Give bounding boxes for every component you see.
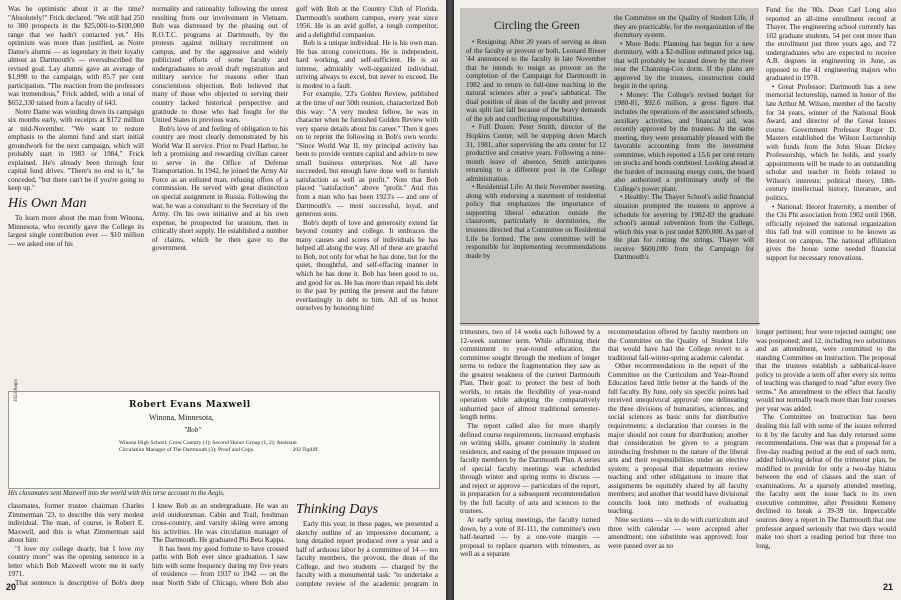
yearbook-hometown: Winona, Minnesota, xyxy=(149,413,214,422)
paragraph: "I love my college dearly, but I love my country more" was the opening sentence in a letter which Bob Maxwell wrote me in early 1971. xyxy=(8,544,144,579)
paragraph: Other recommendations in the report of the Committee on the Curriculum and Year-Round Education fared little better at the hands of the full faculty. By June, only six specific points had received unequivocal approval: one delineating the three divisions of humanities, sciences, and social sciences as basic units for distributive requirements; a declaration that courses in the major should not count for distribution; another that consideration be given to a program introducing freshmen to the nature of the liberal arts and their responsibilities under an elective system; a proposal that departments review teaching and other obligations to insure that assignments be equitably shared by all faculty members; and another that would have divisional councils look into methods of evaluating teaching. xyxy=(608,362,748,516)
paragraph: I knew Bob as an undergraduate. He was an avid outdoorsman. Cabin and Trail, freshman cross-country, and varsity skiing were among his activities. He was circulation manager of The Dartmouth. He graduated Phi Beta Kappa. xyxy=(152,502,288,545)
yearbook-nickname: "Bob" xyxy=(184,426,202,434)
left-column-2-bottom xyxy=(152,502,288,587)
sidebar-item: • Healthy: The Thayer School's solid financial situation prompted the trustees to approve a schedule for severing by 1982-83 the graduate school's annual subvention from the College, which this year is just under $200,000. As part of the plan for cutting the strings, Thayer will receive $600,000 from the Campaign for Dartmouth's xyxy=(614,193,754,261)
sidebar-item: • More Beds: Planning has begun for a new dormitory, with a $2-million estimated price tag, that will probably be located down by the river near the Channing-Cox dorm. If the plans are approved by the trustees, construction could begin in the spring. xyxy=(614,40,754,91)
paragraph: normality and rationality following the unrest resulting from our involvement in Vietnam. Bob was distressed by the phasing out of R.O.T.C. programs at Dartmouth, by the protests against military recruitment on campus, and by the aggressive and widely publicized efforts of some faculty and undergraduates to avoid draft registration and military service for reasons other than conscientious objection. Bob believed that many of those who objected to serving their country lacked historical perspective and gratitude to those who had fought for the United States in previous wars. xyxy=(152,5,288,125)
paragraph: Was he optimistic about it at the time? "Absolutely!" Frick declared. "We still had 250 to 300 prospects in the $25,000-to-$100,000 range that we hadn't contacted yet." His optimism was more than justified, as Notre Dame's alumni — as legendary in their loyalty almost as Dartmouth's — oversubscribed the revised goal. Lay alumni gave an average of $1,998 to the campaign, with 85.7 per cent participation. "The reaction from the professors was tremendous," Frick added, with a total of $652,330 raised from a faculty of 643. xyxy=(8,5,144,108)
left-column-1-top xyxy=(8,5,144,385)
page-number-right: 21 xyxy=(882,582,893,592)
paragraph: The report called also for more sharply defined course requirements, increased emphasis on writing skills, greater continuity in student residence, and easing of the pressure imposed on faculty members by the Dartmouth Plan. A series of special faculty meetings was scheduled through winter and spring terms to discuss — and reject or approve — particulars of the report, in preparation for a subsequent recommendation by the full faculty of arts and sciences to the trustees. xyxy=(460,422,600,516)
subhead-thinking-days: Thinking Days xyxy=(296,502,379,517)
sidebar-item: • Full Dozen: Peter Smith, director of the Hopkins Center, will be stepping down March 31, 1981, after supervising the arts center for 12 productive and creative years. Following a nine-month leave of absence, Smith anticipates returning to a different post in the College administration. xyxy=(466,123,606,183)
sidebar-item: • Residential Life: At their November meeting, along with endorsing a statement of residential policy that emphasizes the importance of supporting liberal education outside the classroom, particularly in dormitories, the trustees directed that a Committee on Residential Life be formed. The new committee will be responsible for implementing recommendations made by xyxy=(466,183,606,260)
circling-the-green-sidebar xyxy=(460,8,759,326)
right-page xyxy=(454,0,901,600)
paragraph: the Committee on the Quality of Student Life, if they are practicable, for the reorganization of the dormitory system. xyxy=(614,14,754,40)
sidebar-column-1 xyxy=(466,38,606,322)
yearbook-address: 202 Topliff. xyxy=(292,446,319,453)
paragraph: Early this year, in these pages, we presented a sketchy outline of an impressive document, a long detailed report produced over a year and a half of arduous labor by a committee of 14 — ten faculty members, the provost, the dean of the College, and two students — charged by the faculty with a monumental task: "to undertake a complete review of the academic program in xyxy=(296,520,438,587)
sidebar-column-2 xyxy=(614,14,754,322)
yearbook-activities: Winona High School; Cross Country (1); Second Honor Group (1, 2); Assistant Circulation Manager of The Dartmouth (3); Proof and Copy. xyxy=(119,440,297,453)
right-column-3-bottom xyxy=(756,328,896,578)
right-column-3-top xyxy=(766,6,896,324)
paragraph: It has been my good fortune to have crossed paths with Bob ever since graduation. I saw him with some frequency during my five years of residence — from 1937 to 1942 — on the near North Side of Chicago, where Bob also xyxy=(152,544,288,587)
paragraph: The Committee on Instruction has been dealing this fall with some of the issues referred to it by the faculty and has duly returned some recommendations. One was that a proposal for a five-day reading period at the end of each term, added following defeat of the trimester plan, be modified to provide for only a two-day hiatus between the end of classes and the start of examinations. At a sparsely attended meeting, the faculty sent the issue back to its own executive committee, after President Kemeny declined to break a 39-39 tie. Impeccable sources deny a report in The Dartmouth that one professor argued seriously that two days would make too short a reading period but three too long, xyxy=(756,413,896,550)
paragraph: classmates, former trustee chairman Charles Zimmerman '23, to describe this very modest individual. The man, of course, is Robert E. Maxwell, and this is what Zimmerman said about him: xyxy=(8,502,144,545)
paragraph: longer pertinent; four were rejected outright; one was postponed; and 12, including two substitutes and an amendment, were committed to the standing Committee on Instruction. The proposal that the trustees establish a sabbatical-leave policy to provide a term off after every six terms of teaching was changed to read "after every five terms." An amendment to the effect that faculty would not normally teach more than four courses per year was added. xyxy=(756,328,896,413)
yearbook-entry xyxy=(8,379,440,489)
sidebar-item: • National: Heorot fraternity, a member of the Chi Phi association from 1902 until 1968, officially rejoined the national organization this fall but will continue to be known as Heorot on campus. The national affiliation gives the house some needed financial support for necessary renovations. xyxy=(766,203,896,263)
paragraph: At early spring meetings, the faculty turned down, by a vote of 81-111, the committee's own half-hearted — by a one-vote margin — proposal to replace quarters with trimesters, as well as a separate xyxy=(460,516,600,559)
right-column-1-bottom xyxy=(460,328,600,586)
paragraph: recommendation offered by faculty members on the Committee on the Quality of Student Life that would have had the College revert to a traditional fall-winter-spring academic calendar. xyxy=(608,328,748,362)
left-column-1-bottom xyxy=(8,502,144,587)
paragraph: Bob's love of and feeling of obligation to his country are most clearly demonstrated by his World War II service. Prior to Pearl Harbor, he left a promising and rewarding civilian career to serve in the Office of Defense Transportation. In 1942, he joined the Army Air Force as an enlisted man, refusing offers of a commission. He served with great distinction on special assignment in Russia. Following the war, he was a consultant to the Secretary of the Army. On his own initiative and at his own expense, he prospected for uranium, then in critically short supply. He established a number of claims, which he then gave to the government. xyxy=(152,124,288,253)
paragraph: Bob is a unique individual. He is his own man. He has strong convictions. He is independent, hard working, and self-sufficient. He is an intense, admirably well-organized individual, striving always to excel, but never to exceed. He is modest to a fault. xyxy=(296,39,438,90)
sidebar-item: • Resigning: After 20 years of serving as dean of the faculty or provost or both, Leonard Rieser '44 announced to the faculty in late November that he intends to resign as provost on the completion of the Campaign for Dartmouth in 1982 and to return to full-time teaching in the natural sciences after a year's sabbatical. The dual position of dean of the faculty and provost was split last fall because of the heavy demands of the job and conflicting responsibilities. xyxy=(466,38,606,123)
photo-credit: 1923 Aegis xyxy=(14,379,19,402)
binding-gutter xyxy=(446,0,454,600)
paragraph: golf with Bob at the Country Club of Florida, Dartmouth's southern campus, every year since 1956. He is an avid golfer, a tough competitor, and a delightful companion. xyxy=(296,5,438,39)
sidebar-item: • Money: The College's revised budget for 1980-81, $92.6 million, a gross figure that includes the operations of the associated schools, auxiliary activities, and financial aid, was recently approved by the trustees. At the same meeting, they were presumably pleased with the favorable accounting from the investment committee, which reported a 15.6 per cent return on stocks and bonds combined. Looking ahead at the burden of increasing energy costs, the board also authorized a preliminary study of the College's power plant. xyxy=(614,91,754,194)
right-column-2-bottom xyxy=(608,328,748,586)
left-column-2-top xyxy=(152,5,288,385)
left-column-3-bottom xyxy=(296,502,438,587)
yearbook-name: Robert Evans Maxwell xyxy=(129,400,251,410)
paragraph: Bob's depth of love and generosity extend far beyond country and college. It embraces the many causes and scores of individuals he has helped all along the way. All of these are grateful to Bob, not only for what he has done, but for the quiet, thoughtful, and self-effacing manner in which he has done it. Bob has been good to us, and good for us. He has more than repaid his debt to the past by putting the present and the future everlastingly in debt to him. All of us honor ourselves by honoring him! xyxy=(296,218,438,313)
left-column-3-top xyxy=(296,5,438,385)
sidebar-title: Circling the Green xyxy=(494,20,580,32)
sidebar-item: • Great Professor: Dartmouth has a new memorial lectureship, named in honor of the late Arthur M. Wilson, member of the faculty for 34 years, winner of the National Book Award, and director of the Great Issues course. Government Professor Roger D. Masters established the Wilson Lectureship with funds from the John Sloan Dickey Professorship, which he holds, and yearly appointments will be made to an outstanding scholar and teacher in fields related to Wilson's interests: political theory, 18th-century intellectual history, literature, and politics. xyxy=(766,83,896,203)
paragraph: For example, '23's Golden Review, published at the time of our 50th reunion, characterized Bob this way: "A very modest fellow, he was in character when he furnished Golden Review with very sparse details about his career." Then it goes on to reprint the following in Bob's own words: "Since World War II, my principal activity has been to provide venture capital and advice to new small business enterprises. Not all have succeeded, but enough have done well to furnish satisfaction as well as profit." Note that Bob placed "satisfaction" above "profit." And this from a man who has been 1923's — and one of Dartmouth's — most successful, loyal, and generous sons. xyxy=(296,90,438,219)
page-number-left: 20 xyxy=(6,582,17,592)
photo-caption: His classmates sent Maxwell into the world with this terse account in the Aegis. xyxy=(8,490,225,497)
paragraph: That sentence is descriptive of Bob's deep xyxy=(15,578,144,587)
paragraph: Fund for the '80s. Dean Carl Long also reported an all-time enrollment record at Thayer. The engineering school currently has 102 graduate students, 54 per cent more than the enrollment just three years ago, and 72 undergraduates who are expected to receive A.B. degrees in engineering in June, as opposed to the 41 engineering majors who graduated in 1978. xyxy=(766,6,896,83)
paragraph: Notre Dame was winding down its campaign six months early, with receipts at $172 million at mid-November. "We want to restore emphasis to the alumni fund and start initial groundwork for the next campaign, which will probably start in 1983 or 1984," Frick explained. He's already been through four capital fund drives. "There's no end to it," he conceded, "but there can't be if you're going to keep up." xyxy=(8,107,144,193)
paragraph: To learn more about the man from Winona, Minnesota, who recently gave the College its largest single contribution ever — $10 million — we asked one of his xyxy=(8,214,144,248)
paragraph: trimesters, two of 14 weeks each followed by a 12-week summer term. While affirming their commitment to year-round education, the committee sought through the medium of longer terms to reduce the fragmentation they saw as the greatest weakness of the current Dartmouth Plan. Their goal: to protect the best of both worlds, to retain the flexibility of year-round operation while adopting the comparatively unhurried pace of almost traditional semester-length terms. xyxy=(460,328,600,422)
subhead-his-own-man: His Own Man xyxy=(8,196,87,212)
section-divider xyxy=(460,323,760,324)
left-page xyxy=(0,0,446,600)
yearbook-record xyxy=(119,440,319,453)
paragraph: Nine sections — six to do with curriculum and three with calendar — were accepted after amendment; one substitute was approved; four were passed over as no xyxy=(608,516,748,550)
